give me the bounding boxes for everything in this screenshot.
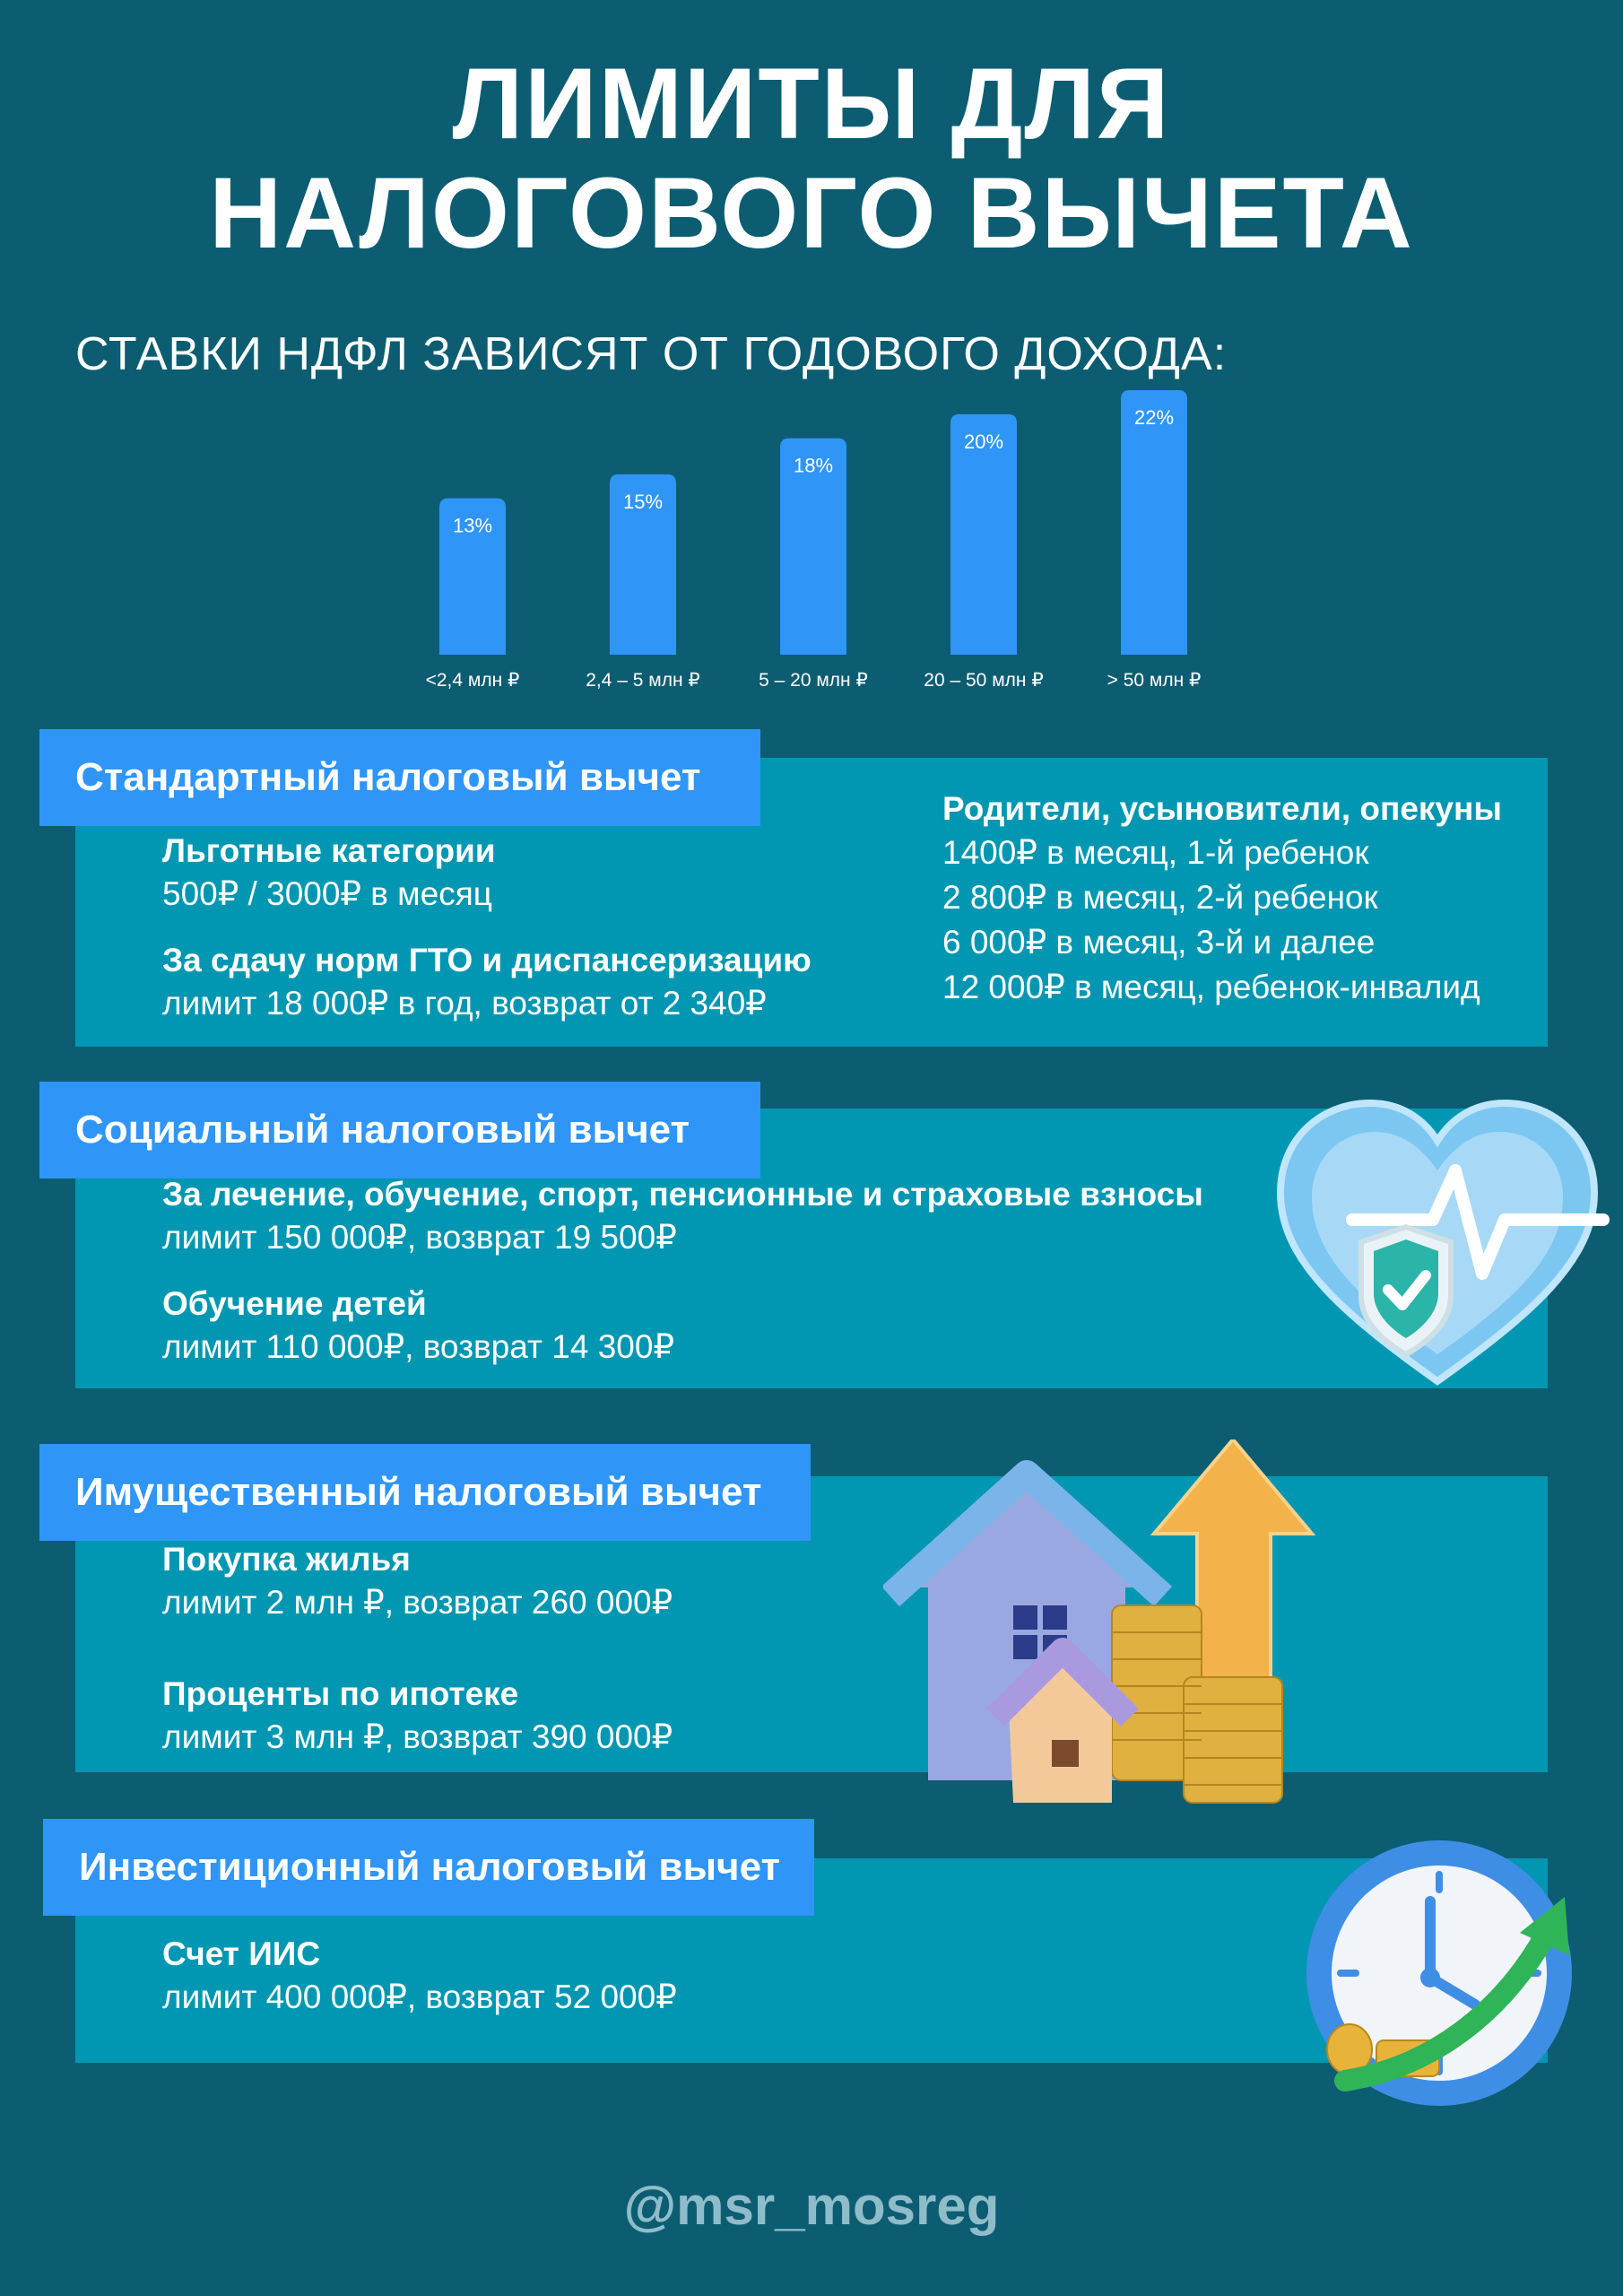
footer-handle: @msr_mosreg <box>623 2176 1000 2236</box>
bar-value-label: 13% <box>452 514 493 537</box>
parents-line: 2 800₽ в месяц, 2-й ребенок <box>942 879 1378 916</box>
bar-value-label: 20% <box>963 430 1004 453</box>
investment-item-iis <box>162 1933 677 2019</box>
bar-value-label: 15% <box>622 490 664 513</box>
x-tick-label: 5 – 20 млн ₽ <box>759 670 868 691</box>
parents-line: 1400₽ в месяц, 1-й ребенок <box>942 834 1369 871</box>
social-item-children <box>162 1283 674 1369</box>
bar-value-label: 18% <box>793 454 834 477</box>
standard-tab: Стандартный налоговый вычет <box>39 729 760 826</box>
title-line-1: ЛИМИТЫ ДЛЯ <box>452 48 1171 160</box>
item-heading: Покупка жилья <box>162 1541 411 1578</box>
item-text: лимит 150 000₽, возврат 19 500₽ <box>162 1219 677 1256</box>
parents-line: 12 000₽ в месяц, ребенок-инвалид <box>942 969 1480 1005</box>
heart-shield-icon <box>1263 1085 1612 1399</box>
bar-value-label: 22% <box>1133 406 1175 429</box>
clock-growth-icon <box>1296 1834 1592 2108</box>
item-text: лимит 400 000₽, возврат 52 000₽ <box>162 1979 677 2015</box>
social-item-treatment <box>162 1173 1203 1259</box>
x-tick-label: 2,4 – 5 млн ₽ <box>586 670 700 691</box>
parents-line: 6 000₽ в месяц, 3-й и далее <box>942 924 1376 961</box>
standard-item-gto <box>162 939 812 1025</box>
item-heading: Проценты по ипотеке <box>162 1675 519 1712</box>
item-text: лимит 110 000₽, возврат 14 300₽ <box>162 1328 674 1365</box>
ndfl-rate-chart <box>395 377 1255 700</box>
house-coins-arrow-icon <box>883 1439 1350 1816</box>
item-heading: Счет ИИС <box>162 1935 321 1972</box>
parents-heading: Родители, усыновители, опекуны <box>942 790 1502 827</box>
page-title <box>0 49 1623 268</box>
item-text: лимит 2 млн ₽, возврат 260 000₽ <box>162 1584 673 1621</box>
property-item-mortgage <box>162 1673 673 1759</box>
item-heading: За сдачу норм ГТО и диспансеризацию <box>162 942 812 978</box>
investment-tab: Инвестиционный налоговый вычет <box>43 1819 814 1916</box>
chart-subtitle: СТАВКИ НДФЛ ЗАВИСЯТ ОТ ГОДОВОГО ДОХОДА: <box>75 328 1228 380</box>
standard-parents <box>942 787 1502 1010</box>
x-tick-label: 20 – 50 млн ₽ <box>924 670 1044 691</box>
property-item-housing <box>162 1538 673 1624</box>
x-tick-label: <2,4 млн ₽ <box>425 670 520 691</box>
chart-bar <box>1121 390 1187 655</box>
item-text: 500₽ / 3000₽ в месяц <box>162 875 492 912</box>
item-heading: За лечение, обучение, спорт, пенсионные и страховые взносы <box>162 1176 1203 1213</box>
item-heading: Льготные категории <box>162 832 496 869</box>
item-text: лимит 3 млн ₽, возврат 390 000₽ <box>162 1718 673 1755</box>
property-tab: Имущественный налоговый вычет <box>39 1444 811 1541</box>
social-tab: Социальный налоговый вычет <box>39 1082 760 1178</box>
item-text: лимит 18 000₽ в год, возврат от 2 340₽ <box>162 985 767 1022</box>
x-tick-label: > 50 млн ₽ <box>1107 670 1202 691</box>
title-line-2: НАЛОГОВОГО ВЫЧЕТА <box>209 157 1414 269</box>
item-heading: Обучение детей <box>162 1285 427 1322</box>
standard-item-benefit <box>162 830 496 916</box>
